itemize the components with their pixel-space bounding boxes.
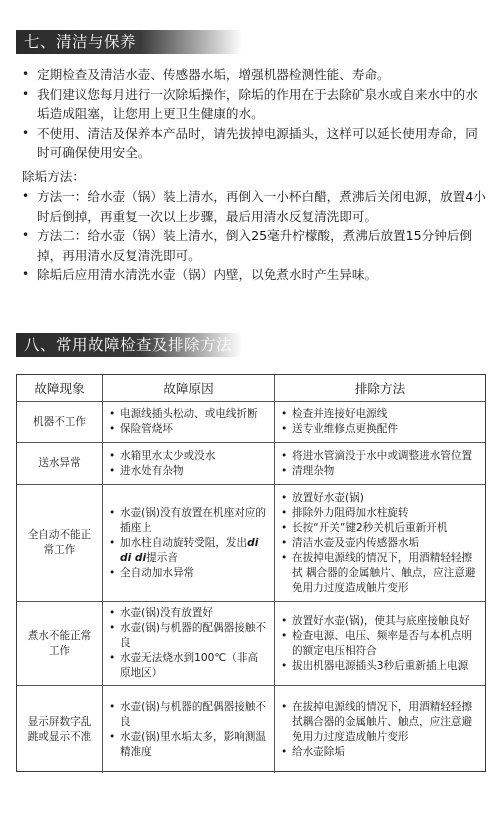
list-item: • 清洁水壶及壶内传感器水垢: [281, 536, 479, 551]
list-item: • 将进水管滴没于水中或调整进水管位置: [281, 449, 479, 464]
table-row-phenomenon: 全自动不能正常工作: [17, 485, 103, 602]
list-item: • 清理杂物: [281, 464, 479, 479]
table-row-solutions: [275, 686, 485, 773]
list-item: • 保险管烧坏: [109, 422, 268, 437]
table-row-solutions: [275, 402, 485, 443]
list-item: • 在拔掉电源线的情况下，用酒精轻轻擦拭耦合器的金属触片、触点，应注意避免用力过度造成触片变形: [281, 700, 479, 745]
list-item: • 除垢后应用清水清洗水壶（锅）内壁，以免煮水时产生异味。: [20, 265, 490, 285]
table-row-phenomenon: 煮水不能正常工作: [17, 602, 103, 686]
list-item: • 我们建议您每月进行一次除垢操作，除垢的作用在于去除矿泉水或自来水中的水垢造成阻塞，让您用上更卫生健康的水。: [20, 85, 490, 124]
table-row-causes: [103, 485, 275, 602]
table-header-solution: 排除方法: [275, 375, 485, 402]
section-7-title: 七、清洁与保养: [16, 30, 242, 54]
list-item: • 进水处有杂物: [109, 464, 268, 479]
table-row-causes: [103, 602, 275, 686]
list-item: • 水壶(锅)里水垢太多，影响测温精准度: [109, 730, 268, 760]
table-row-phenomenon: 显示屏数字乱跳或显示不准: [17, 686, 103, 773]
table-row-causes: [103, 443, 275, 485]
list-item: • 方法一：给水壶（锅）装上清水，再倒入一小杯白醋，煮沸后关闭电源，放置4小时后倒掉，再重复一次以上步骤，最后用清水反复清洗即可。: [20, 187, 490, 226]
table-row-solutions: [275, 443, 485, 485]
list-item: • 给水壶除垢: [281, 745, 479, 760]
list-item: • 拔出机器电源插头3秒后重新插上电源: [281, 659, 479, 674]
table-row-causes: [103, 402, 275, 443]
list-item: • 长按“开关”键2秒关机后重新开机: [281, 521, 479, 536]
table-header-phenomenon: 故障现象: [17, 375, 103, 402]
list-item: • 排除外力阻碍加水柱旋转: [281, 506, 479, 521]
list-item: • 水壶(锅)与机器的配偶器接触不良: [109, 621, 268, 651]
troubleshooting-table: [16, 374, 486, 772]
list-item: • 不使用、清洁及保养本产品时，请先拔掉电源插头，这样可以延长使用寿命，同时可确保使用安全。: [20, 124, 490, 163]
table-row-causes: [103, 686, 275, 773]
list-item: • 放置好水壶(锅)，使其与底座接触良好: [281, 614, 479, 629]
table-row-phenomenon: 机器不工作: [17, 402, 103, 443]
section-8-title: 八、常用故障检查及排除方法: [16, 333, 242, 357]
list-item: • 检查电源、电压、频率是否与本机点明的额定电压相符合: [281, 629, 479, 659]
table-header-cause: 故障原因: [103, 375, 275, 402]
descaling-method-title: 除垢方法：: [22, 169, 85, 184]
cause-text: 加水柱自动旋转受阻，发出: [120, 536, 248, 549]
list-item: • 定期检查及清洁水壶、传感器水垢，增强机器检测性能、寿命。: [20, 65, 490, 85]
list-item: • 电源线插头松动、或电线折断: [109, 407, 268, 422]
cause-text-tail: 提示音: [146, 551, 178, 564]
cleaning-bullet-list: [20, 65, 490, 163]
list-item: • 水壶(锅)没有放置在机座对应的插座上: [109, 506, 268, 536]
list-item: • 水壶无法烧水到100℃（非高原地区）: [109, 651, 268, 681]
list-item: • 方法二：给水壶（锅）装上清水，倒入25毫升柠檬酸，煮沸后放置15分钟后倒掉，再用清水反复清洗即可。: [20, 226, 490, 265]
list-item: • 送专业维修点更换配件: [281, 422, 479, 437]
list-item: • 全自动加水异常: [109, 566, 268, 581]
descaling-method-list: [20, 187, 490, 285]
table-row-phenomenon: 送水异常: [17, 443, 103, 485]
list-item: • 在拔掉电源线的情况下，用酒精轻轻擦拭 耦合器的金属触片、触点，应注意避免用力过度造成触片变形: [281, 551, 479, 596]
table-row-solutions: [275, 485, 485, 602]
list-item: [109, 536, 268, 566]
cause-beep-sound: di di di: [120, 536, 259, 564]
list-item: • 水箱里水太少或没水: [109, 449, 268, 464]
list-item: • 水壶(锅)与机器的配偶器接触不良: [109, 700, 268, 730]
list-item: • 水壶(锅)没有放置好: [109, 606, 268, 621]
table-row-solutions: [275, 602, 485, 686]
list-item: • 检查并连接好电源线: [281, 407, 479, 422]
list-item: • 放置好水壶(锅): [281, 491, 479, 506]
